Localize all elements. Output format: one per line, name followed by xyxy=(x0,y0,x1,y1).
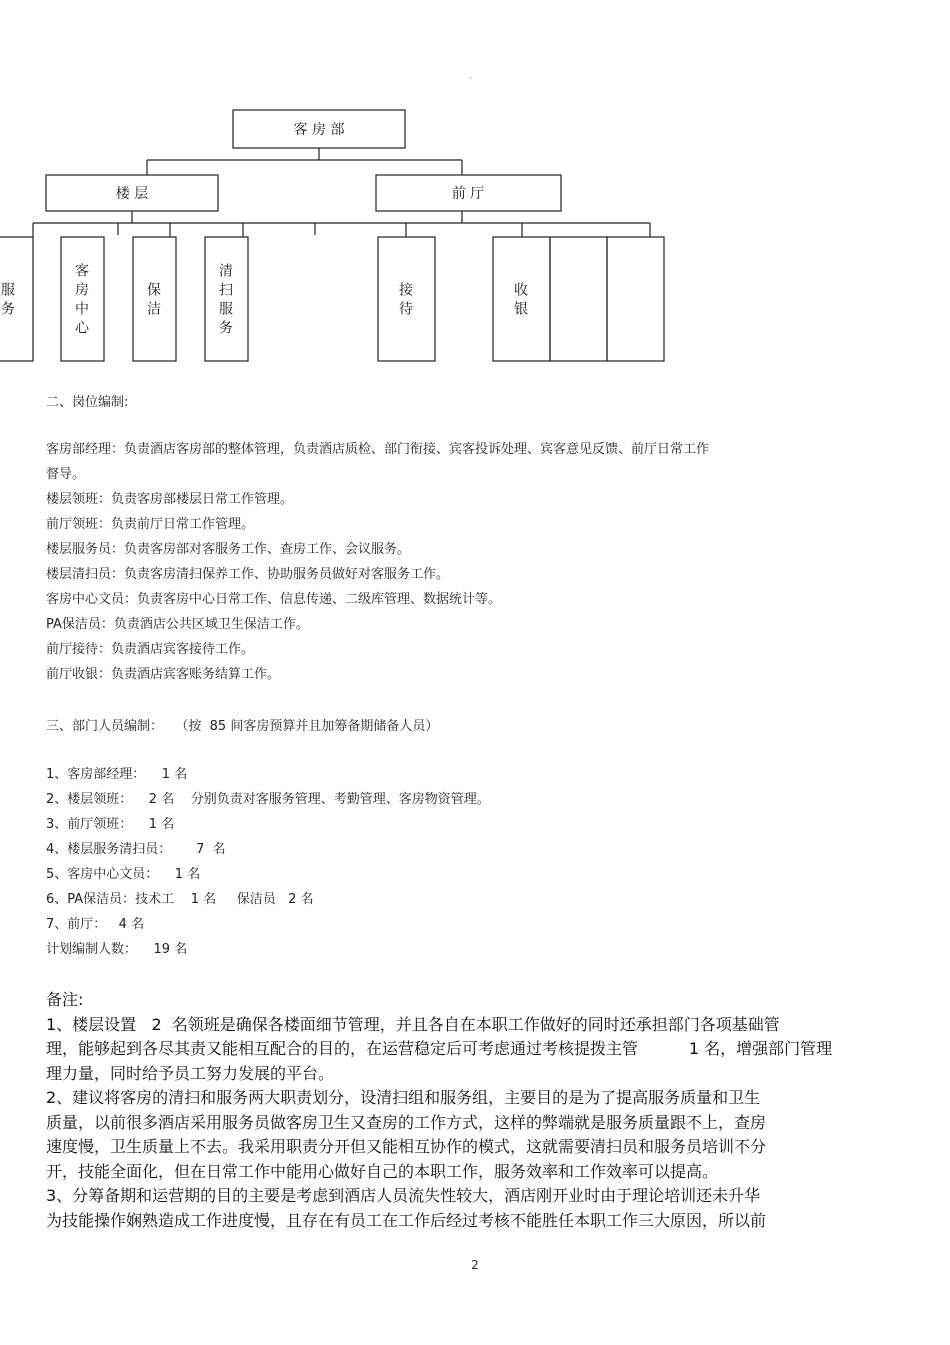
branch-label: 楼 层 xyxy=(115,186,149,202)
text-line: 1、客房部经理： 1 名 xyxy=(46,767,188,782)
section3-title: 三、部门人员编制： （按 85 间客房预算并且加筹备期储备人员） xyxy=(46,719,439,734)
text-line: 理，能够起到各尽其责又能相互配合的目的，在运营稳定后可考虑通过考核提拨主管 1 名，增强部门管理 xyxy=(46,1039,833,1058)
unit-label-char: 心 xyxy=(75,320,89,337)
text-line: 前厅领班：负责前厅日常工作管理。 xyxy=(46,517,255,532)
text-line: 楼层领班：负责客房部楼层日常工作管理。 xyxy=(46,492,294,507)
unit-box-clean-service xyxy=(205,237,248,361)
unit-label-char: 务 xyxy=(1,301,15,318)
branch-label: 前 厅 xyxy=(451,186,485,202)
unit-label-char: 银 xyxy=(514,301,528,318)
text-line: 2、建议将客房的清扫和服务两大职责划分，设清扫组和服务组，主要目的是为了提高服务质量和卫生 xyxy=(46,1088,761,1107)
text-line: 前厅接待：负责酒店宾客接待工作。 xyxy=(46,642,255,657)
unit-label-char: 保 xyxy=(147,282,161,299)
section2-title: 二、岗位编制: xyxy=(46,395,129,410)
unit-box-cleaning xyxy=(133,237,176,361)
text-line: 督导。 xyxy=(46,467,86,482)
top-mark: 。 xyxy=(469,71,477,80)
text-line: 楼层服务员：负责客房部对客服务工作、查房工作、会议服务。 xyxy=(46,542,411,557)
text-line: 7、前厅： 4 名 xyxy=(46,917,145,932)
unit-label-char: 洁 xyxy=(147,301,161,318)
text-line: 质量，以前很多酒店采用服务员做客房卫生又查房的工作方式，这样的弊端就是服务质量跟不上，查房 xyxy=(46,1112,767,1132)
unit-label-char: 客 xyxy=(75,263,89,280)
text-line: 客房中心文员：负责客房中心日常工作、信息传递、二级库管理、数据统计等。 xyxy=(46,592,502,607)
unit-box-service xyxy=(0,237,33,361)
section2-body xyxy=(46,437,709,687)
page-number: 2 xyxy=(471,1258,479,1272)
root-label: 客 房 部 xyxy=(293,122,345,138)
text-line: 3、前厅领班： 1 名 xyxy=(46,817,175,832)
unit-box-blank-2 xyxy=(607,237,664,361)
unit-label-char: 中 xyxy=(75,301,89,318)
text-line: 开，技能全面化，但在日常工作中能用心做好自己的本职工作，服务效率和工作效率可以提高。 xyxy=(46,1161,719,1181)
unit-box-room-center xyxy=(61,237,104,361)
section3-body xyxy=(46,762,490,962)
text-line: 2、楼层领班： 2 名 分别负责对客服务管理、考勤管理、客房物资管理。 xyxy=(46,792,490,807)
text-line: 6、PA保洁员：技术工 1 名 保洁员 2 名 xyxy=(46,892,314,907)
unit-box-cashier xyxy=(493,237,550,361)
org-chart xyxy=(0,0,950,370)
unit-label-char: 待 xyxy=(399,301,413,318)
unit-label-char: 房 xyxy=(75,282,89,299)
text-line: 客房部经理：负责酒店客房部的整体管理，负责酒店质检、部门衔接、宾客投诉处理、宾客意见反馈、前厅日常工作 xyxy=(46,442,710,457)
text-line: 5、客房中心文员： 1 名 xyxy=(46,867,201,882)
unit-label-char: 务 xyxy=(219,320,233,337)
text-line: 速度慢，卫生质量上不去。我采用职责分开但又能相互协作的模式，这就需要清扫员和服务员培训不分 xyxy=(46,1137,767,1156)
text-line: 前厅收银：负责酒店宾客账务结算工作。 xyxy=(46,667,281,682)
text-line: 楼层清扫员：负责客房清扫保养工作、协助服务员做好对客服务工作。 xyxy=(46,567,450,582)
text-line: 3、分筹备期和运营期的目的主要是考虑到酒店人员流失性较大，酒店刚开业时由于理论培训还未升华 xyxy=(46,1186,761,1205)
text-line: PA保洁员：负责酒店公共区域卫生保洁工作。 xyxy=(46,617,309,632)
text-line: 计划编制人数： 19 名 xyxy=(46,942,188,957)
unit-label-char: 服 xyxy=(1,282,15,299)
unit-label-char: 服 xyxy=(219,301,233,318)
text-line: 理力量，同时给予员工努力发展的平台。 xyxy=(46,1063,335,1083)
text-line: 4、楼层服务清扫员： 7 名 xyxy=(46,842,226,857)
unit-box-reception xyxy=(378,237,435,361)
unit-label-char: 收 xyxy=(514,282,528,299)
notes-body xyxy=(46,988,906,1233)
text-line: 为技能操作娴熟造成工作进度慢，且存在有员工在工作后经过考核不能胜任本职工作三大原因，所以前 xyxy=(46,1210,767,1230)
unit-label-char: 接 xyxy=(399,282,413,299)
unit-label-char: 清 xyxy=(219,263,233,280)
text-line: 1、楼层设置 2 名领班是确保各楼面细节管理，并且各自在本职工作做好的同时还承担部门各项基础管 xyxy=(46,1014,780,1034)
unit-label-char: 扫 xyxy=(219,282,233,299)
notes-title: 备注: xyxy=(46,990,84,1009)
unit-box-blank-1 xyxy=(550,237,607,361)
